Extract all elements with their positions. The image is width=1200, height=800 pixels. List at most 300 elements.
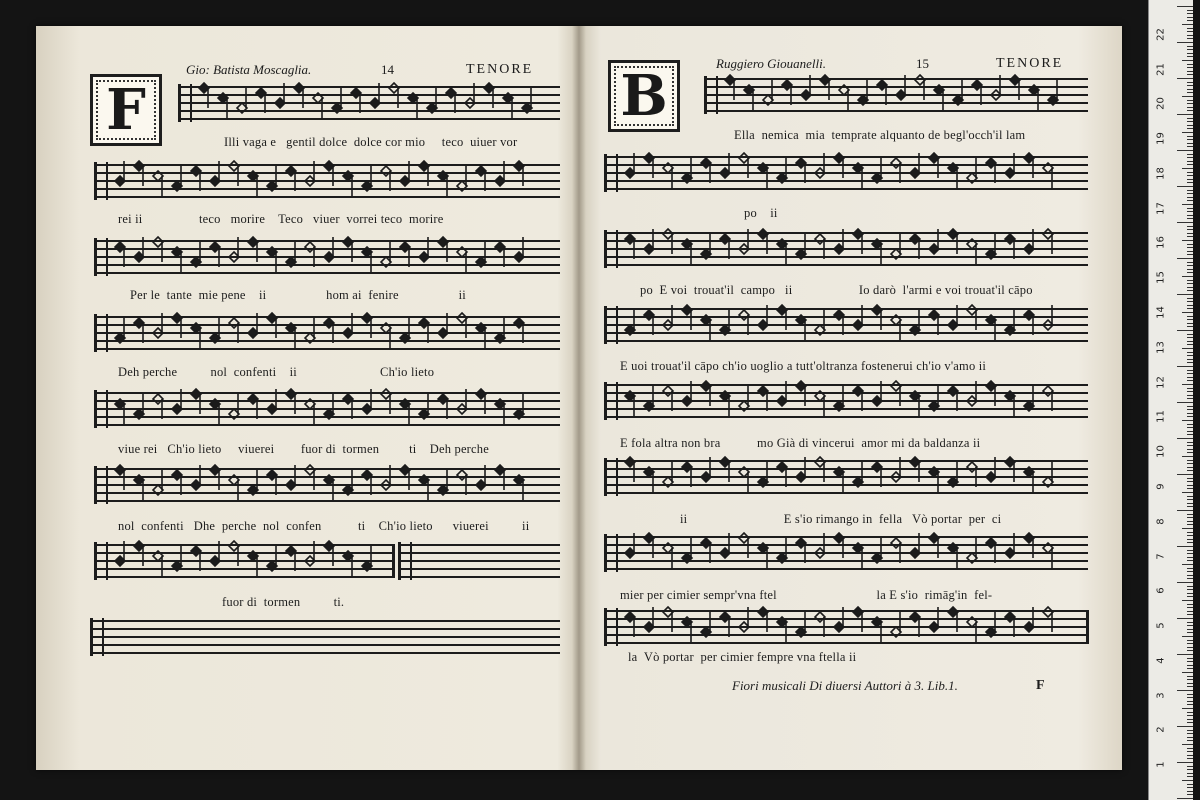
- right-composer: Ruggiero Giouanelli.: [716, 56, 827, 71]
- note-head: [663, 305, 673, 330]
- note-head: [872, 381, 882, 406]
- note-head: [1024, 467, 1034, 492]
- note-head: [400, 242, 410, 267]
- ruler-tick: [1177, 294, 1193, 295]
- note-head: [953, 80, 963, 105]
- left-lyric-line: nol confenti Dhe perche nol confen ti Ch'io lieto viuerei ii: [118, 519, 530, 533]
- note-head: [777, 617, 787, 642]
- note-head: [153, 313, 163, 338]
- ruler-tick: [1187, 344, 1193, 345]
- note-head: [967, 239, 977, 264]
- note-head: [248, 171, 258, 196]
- note-head: [853, 607, 863, 632]
- ruler-tick: [1187, 179, 1193, 180]
- note-head: [153, 470, 163, 495]
- note-head: [237, 88, 247, 113]
- note-head: [739, 153, 749, 178]
- ruler-tick: [1187, 49, 1193, 50]
- note-head: [763, 80, 773, 105]
- note-head: [744, 85, 754, 110]
- ruler-tick: [1187, 568, 1193, 569]
- note-head: [972, 80, 982, 105]
- note-head: [514, 237, 524, 262]
- ruler-tick: [1187, 766, 1193, 767]
- ruler-tick: [1187, 704, 1193, 705]
- left-composer: Gio: Batista Moscaglia.: [186, 62, 312, 77]
- note-head: [967, 158, 977, 183]
- ruler-tick: [1187, 722, 1193, 723]
- ruler-tick: [1177, 258, 1193, 259]
- note-head: [191, 242, 201, 267]
- note-head: [815, 310, 825, 335]
- ruler-tick: [1187, 748, 1193, 749]
- ruler-tick: [1187, 791, 1193, 792]
- note-head: [294, 83, 304, 108]
- note-head: [408, 93, 418, 118]
- ruler-tick: [1182, 456, 1193, 457]
- note-head: [720, 533, 730, 558]
- note-head: [777, 462, 787, 487]
- note-head: [267, 546, 277, 571]
- ruler-tick: [1187, 38, 1193, 39]
- ruler-tick: [1187, 182, 1193, 183]
- ruler-tick: [1187, 406, 1193, 407]
- ruler-tick: [1187, 589, 1193, 590]
- note-head: [419, 161, 429, 186]
- note-head: [286, 389, 296, 414]
- ruler-tick: [1187, 362, 1193, 363]
- ruler-tick: [1187, 121, 1193, 122]
- note-head: [663, 229, 673, 254]
- note-head: [948, 386, 958, 411]
- note-head: [739, 310, 749, 335]
- ruler-tick: [1187, 614, 1193, 615]
- note-head: [948, 229, 958, 254]
- note-head: [476, 323, 486, 348]
- note-head: [872, 538, 882, 563]
- note-head: [625, 391, 635, 416]
- note-head: [343, 313, 353, 338]
- ruler-tick: [1187, 499, 1193, 500]
- ruler-tick: [1187, 215, 1193, 216]
- note-head: [514, 161, 524, 186]
- note-head: [419, 475, 429, 500]
- music-staff: [94, 468, 560, 502]
- note-head: [1043, 386, 1053, 411]
- note-head: [324, 237, 334, 262]
- note-group: [94, 152, 560, 212]
- note-head: [457, 166, 467, 191]
- ruler-tick: [1187, 668, 1193, 669]
- note-head: [1005, 310, 1015, 335]
- ruler-tick: [1187, 658, 1193, 659]
- ruler-tick: [1187, 355, 1193, 356]
- note-head: [986, 315, 996, 340]
- note-head: [967, 305, 977, 330]
- note-head: [457, 389, 467, 414]
- note-head: [682, 617, 692, 642]
- note-head: [663, 462, 673, 487]
- ruler-tick: [1187, 31, 1193, 32]
- ruler-number: 21: [1155, 62, 1167, 76]
- note-head: [820, 75, 830, 100]
- note-head: [991, 75, 1001, 100]
- open-book: [36, 26, 1122, 770]
- ruler-tick: [1187, 269, 1193, 270]
- note-head: [777, 305, 787, 330]
- note-head: [115, 465, 125, 490]
- note-group: [604, 296, 1088, 356]
- note-head: [324, 318, 334, 343]
- note-head: [210, 318, 220, 343]
- ruler-tick: [1187, 740, 1193, 741]
- note-head: [400, 318, 410, 343]
- right-lyric-line: E fola altra non bra mo Già di vincerui amor mi da baldanza ii: [620, 436, 981, 450]
- note-group: [178, 74, 560, 134]
- ruler-tick: [1187, 622, 1193, 623]
- ruler-tick: [1187, 413, 1193, 414]
- ruler-tick: [1187, 301, 1193, 302]
- note-head: [815, 457, 825, 482]
- ruler-tick: [1187, 596, 1193, 597]
- end-barline: [1086, 610, 1089, 644]
- ruler-tick: [1187, 128, 1193, 129]
- note-head: [815, 153, 825, 178]
- note-head: [910, 310, 920, 335]
- ruler-number: 17: [1155, 201, 1167, 215]
- ruler-tick: [1187, 751, 1193, 752]
- ruler-tick: [1187, 398, 1193, 399]
- ruler-tick: [1187, 532, 1193, 533]
- note-head: [1029, 85, 1039, 110]
- note-head: [967, 617, 977, 642]
- ruler-tick: [1187, 586, 1193, 587]
- ruler-tick: [1187, 460, 1193, 461]
- note-head: [910, 457, 920, 482]
- ruler-tick: [1187, 323, 1193, 324]
- note-head: [446, 88, 456, 113]
- note-head: [796, 381, 806, 406]
- ruler-tick: [1187, 67, 1193, 68]
- note-head: [929, 533, 939, 558]
- note-head: [701, 381, 711, 406]
- note-head: [210, 465, 220, 490]
- note-head: [286, 323, 296, 348]
- ruler-tick: [1177, 438, 1193, 439]
- note-head: [758, 543, 768, 568]
- ruler-tick: [1187, 496, 1193, 497]
- note-head: [115, 161, 125, 186]
- ruler-tick: [1187, 110, 1193, 111]
- ruler-tick: [1187, 35, 1193, 36]
- note-group: [604, 448, 1088, 508]
- note-head: [682, 381, 692, 406]
- note-head: [934, 85, 944, 110]
- music-staff: [94, 392, 560, 426]
- ruler-tick: [1187, 298, 1193, 299]
- note-head: [758, 607, 768, 632]
- note-head: [739, 607, 749, 632]
- note-head: [910, 612, 920, 637]
- ruler-tick: [1187, 470, 1193, 471]
- ruler-tick: [1187, 719, 1193, 720]
- note-head: [834, 467, 844, 492]
- ruler-tick: [1187, 712, 1193, 713]
- note-head: [199, 83, 209, 108]
- note-head: [853, 462, 863, 487]
- note-group: [704, 66, 1088, 126]
- ruler-tick: [1187, 434, 1193, 435]
- ruler-tick: [1187, 341, 1193, 342]
- note-head: [503, 93, 513, 118]
- ruler-tick: [1177, 78, 1193, 79]
- ruler-tick: [1187, 686, 1193, 687]
- note-head: [929, 386, 939, 411]
- note-head: [1024, 607, 1034, 632]
- ruler-tick: [1187, 650, 1193, 651]
- note-group: [604, 220, 1088, 280]
- ruler-tick: [1187, 773, 1193, 774]
- note-head: [248, 470, 258, 495]
- note-head: [739, 386, 749, 411]
- ruler-number: 1: [1155, 761, 1167, 768]
- ruler-tick: [1187, 53, 1193, 54]
- ruler-tick: [1187, 784, 1193, 785]
- ruler-tick: [1187, 125, 1193, 126]
- ruler-tick: [1187, 755, 1193, 756]
- ruler-tick: [1187, 251, 1193, 252]
- note-head: [1005, 391, 1015, 416]
- right-page: [584, 26, 1122, 770]
- ruler-number: 10: [1155, 445, 1167, 459]
- note-head: [929, 229, 939, 254]
- note-head: [248, 394, 258, 419]
- note-head: [1043, 462, 1053, 487]
- note-head: [153, 171, 163, 196]
- note-group: [94, 532, 394, 592]
- note-head: [476, 389, 486, 414]
- note-head: [625, 153, 635, 178]
- note-head: [1005, 533, 1015, 558]
- note-head: [815, 612, 825, 637]
- ruler-tick: [1187, 85, 1193, 86]
- note-group: [604, 144, 1088, 204]
- note-head: [777, 158, 787, 183]
- ruler-tick: [1187, 107, 1193, 108]
- note-head: [777, 538, 787, 563]
- note-head: [343, 470, 353, 495]
- ruler-tick: [1187, 283, 1193, 284]
- note-head: [701, 538, 711, 563]
- note-head: [172, 470, 182, 495]
- note-head: [1043, 163, 1053, 188]
- ruler-tick: [1182, 528, 1193, 529]
- note-head: [815, 391, 825, 416]
- note-head: [332, 88, 342, 113]
- ruler-tick: [1187, 290, 1193, 291]
- note-head: [891, 457, 901, 482]
- ruler-tick: [1187, 488, 1193, 489]
- note-head: [929, 310, 939, 335]
- note-head: [625, 310, 635, 335]
- ruler-tick: [1187, 10, 1193, 11]
- note-head: [514, 318, 524, 343]
- note-head: [324, 541, 334, 566]
- note-head: [1005, 612, 1015, 637]
- ruler-tick: [1187, 146, 1193, 147]
- ruler-number: 20: [1155, 97, 1167, 111]
- note-head: [796, 457, 806, 482]
- ruler-number: 11: [1155, 410, 1167, 424]
- ruler-tick: [1182, 24, 1193, 25]
- note-head: [381, 389, 391, 414]
- music-staff: [94, 316, 560, 350]
- music-staff: [94, 544, 394, 578]
- measurement-ruler: [1148, 0, 1193, 800]
- note-head: [267, 470, 277, 495]
- note-head: [725, 75, 735, 100]
- ruler-tick: [1182, 744, 1193, 745]
- ruler-tick: [1187, 233, 1193, 234]
- note-head: [210, 399, 220, 424]
- ruler-tick: [1187, 611, 1193, 612]
- note-head: [381, 166, 391, 191]
- note-head: [457, 470, 467, 495]
- note-head: [1024, 310, 1034, 335]
- ruler-tick: [1187, 164, 1193, 165]
- ruler-tick: [1187, 640, 1193, 641]
- note-head: [191, 465, 201, 490]
- note-head: [891, 315, 901, 340]
- ruler-tick: [1187, 229, 1193, 230]
- note-head: [1043, 607, 1053, 632]
- right-page-number: 15: [916, 56, 929, 71]
- ruler-tick: [1187, 190, 1193, 191]
- ruler-number: 5: [1155, 622, 1167, 629]
- ruler-tick: [1182, 420, 1193, 421]
- ruler-tick: [1182, 60, 1193, 61]
- note-head: [986, 234, 996, 259]
- note-head: [419, 318, 429, 343]
- note-head: [929, 607, 939, 632]
- ruler-tick: [1177, 222, 1193, 223]
- note-head: [986, 381, 996, 406]
- note-head: [1024, 153, 1034, 178]
- note-head: [682, 158, 692, 183]
- note-head: [229, 161, 239, 186]
- note-head: [229, 394, 239, 419]
- note-head: [248, 551, 258, 576]
- ruler-tick: [1187, 643, 1193, 644]
- note-head: [720, 310, 730, 335]
- ruler-tick: [1177, 510, 1193, 511]
- right-lyric-line: Ella nemica mia temprate alquanto de begl'occh'il lam: [734, 128, 1026, 142]
- ruler-tick: [1187, 676, 1193, 677]
- ruler-tick: [1187, 218, 1193, 219]
- note-head: [522, 88, 532, 113]
- note-head: [457, 313, 467, 338]
- note-head: [701, 158, 711, 183]
- ruler-tick: [1182, 384, 1193, 385]
- left-lyric-line: Per le tante mie pene ii hom ai fenire ii: [130, 288, 466, 302]
- ruler-tick: [1187, 20, 1193, 21]
- note-head: [210, 242, 220, 267]
- note-head: [351, 88, 361, 113]
- ruler-tick: [1187, 236, 1193, 237]
- note-head: [891, 538, 901, 563]
- music-staff: [90, 620, 560, 654]
- note-head: [782, 80, 792, 105]
- note-head: [362, 546, 372, 571]
- note-head: [877, 80, 887, 105]
- ruler-tick: [1187, 514, 1193, 515]
- note-head: [438, 394, 448, 419]
- note-head: [457, 247, 467, 272]
- note-head: [986, 158, 996, 183]
- ruler-tick: [1187, 319, 1193, 320]
- note-head: [739, 229, 749, 254]
- ruler-tick: [1182, 708, 1193, 709]
- note-head: [891, 612, 901, 637]
- note-head: [834, 533, 844, 558]
- note-head: [495, 465, 505, 490]
- ruler-tick: [1187, 316, 1193, 317]
- ruler-tick: [1182, 600, 1193, 601]
- ruler-tick: [1182, 168, 1193, 169]
- note-head: [910, 533, 920, 558]
- ruler-tick: [1187, 629, 1193, 630]
- note-group: [604, 524, 1088, 584]
- ruler-tick: [1187, 679, 1193, 680]
- note-head: [1005, 153, 1015, 178]
- note-head: [644, 153, 654, 178]
- note-head: [286, 166, 296, 191]
- right-lyric-line: la Vò portar per cimier fempre vna ftella ii: [628, 650, 857, 664]
- ruler-number: 2: [1155, 726, 1167, 734]
- ruler-tick: [1187, 449, 1193, 450]
- note-head: [134, 394, 144, 419]
- ruler-tick: [1187, 370, 1193, 371]
- ruler-tick: [1187, 647, 1193, 648]
- ruler-tick: [1177, 762, 1193, 763]
- ruler-tick: [1187, 157, 1193, 158]
- signature-mark: F: [1036, 678, 1045, 693]
- ruler-tick: [1187, 463, 1193, 464]
- note-head: [115, 242, 125, 267]
- note-head: [948, 543, 958, 568]
- note-head: [739, 467, 749, 492]
- ruler-tick: [1182, 240, 1193, 241]
- note-head: [465, 83, 475, 108]
- ruler-tick: [1187, 557, 1193, 558]
- left-voice-label: TENORE: [466, 62, 534, 77]
- ruler-tick: [1187, 665, 1193, 666]
- note-head: [419, 237, 429, 262]
- note-head: [210, 161, 220, 186]
- note-head: [796, 538, 806, 563]
- ruler-tick: [1187, 737, 1193, 738]
- note-head: [815, 234, 825, 259]
- note-head: [929, 153, 939, 178]
- note-head: [967, 538, 977, 563]
- note-head: [495, 318, 505, 343]
- note-head: [218, 93, 228, 118]
- book-title-footer: Fiori musicali Di diuersi Auttori à 3. Lib.1.: [732, 678, 958, 693]
- ruler-tick: [1187, 661, 1193, 662]
- left-lyric-line: fuor di tormen ti.: [222, 595, 345, 609]
- left-page-number: 14: [381, 62, 394, 77]
- note-head: [419, 394, 429, 419]
